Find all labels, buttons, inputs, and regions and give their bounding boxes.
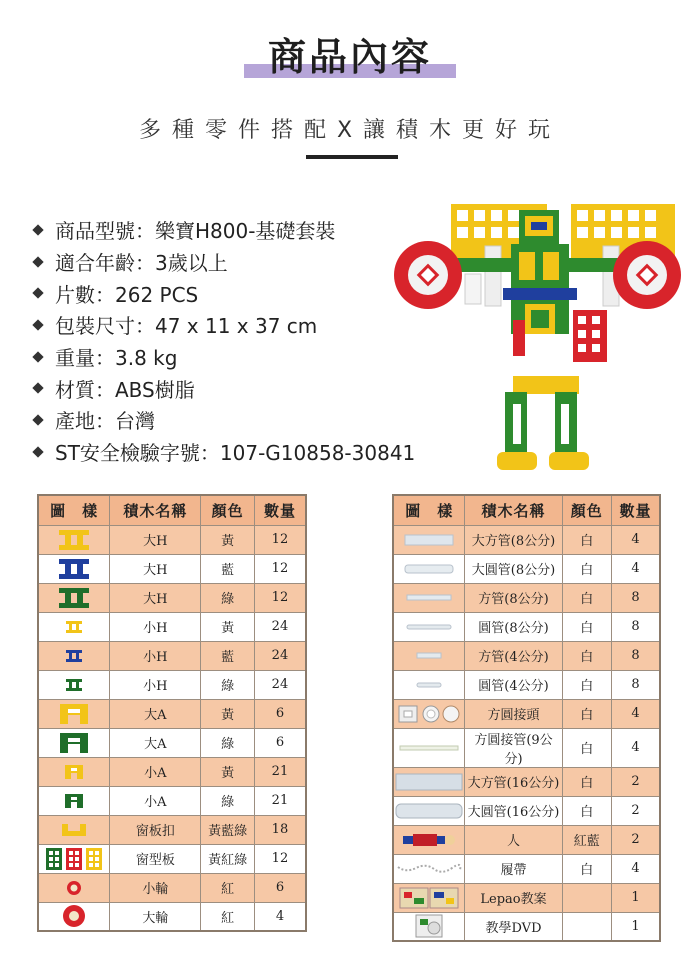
part-name: 方圓接頭	[465, 699, 562, 728]
part-name: 小H	[110, 670, 201, 699]
part-name: 方管(8公分)	[465, 583, 562, 612]
part-qty: 4	[254, 902, 306, 931]
part-qty: 1	[611, 883, 660, 912]
part-qty: 4	[611, 554, 660, 583]
part-color: 黃	[201, 699, 255, 728]
part-qty: 24	[254, 641, 306, 670]
square-tube-short-icon	[393, 641, 465, 670]
part-color: 白	[562, 670, 611, 699]
part-qty: 24	[254, 670, 306, 699]
part-qty: 12	[254, 844, 306, 873]
part-name: 方圓接管(9公分)	[465, 728, 562, 767]
part-name: 大輪	[110, 902, 201, 931]
small-h-yellow-icon	[38, 612, 110, 641]
small-wheel-icon	[38, 873, 110, 902]
table-row	[38, 612, 306, 641]
table-row	[393, 912, 660, 941]
small-h-green-icon	[38, 670, 110, 699]
part-color: 白	[562, 554, 611, 583]
part-name: Lepao教案	[465, 883, 562, 912]
small-a-green-icon	[38, 786, 110, 815]
large-square-tube-icon	[393, 525, 465, 554]
robot-product-image	[393, 200, 683, 475]
part-color: 綠	[201, 670, 255, 699]
window-clip-icon	[38, 815, 110, 844]
table-row	[393, 554, 660, 583]
table-row	[38, 583, 306, 612]
part-color: 紅	[201, 902, 255, 931]
part-name: 大圓管(8公分)	[465, 554, 562, 583]
parts-table-right	[392, 494, 661, 942]
table-row	[38, 641, 306, 670]
col-color-header: 顏色	[562, 495, 611, 525]
part-qty: 4	[611, 728, 660, 767]
table-row	[393, 583, 660, 612]
part-color: 黃藍綠	[201, 815, 255, 844]
table-row	[38, 815, 306, 844]
col-qty-header: 數量	[611, 495, 660, 525]
part-qty: 2	[611, 825, 660, 854]
table-row	[393, 728, 660, 767]
dvd-icon	[393, 912, 465, 941]
part-qty: 6	[254, 873, 306, 902]
spec-list	[32, 214, 415, 468]
part-qty: 8	[611, 583, 660, 612]
table-row	[38, 554, 306, 583]
table-row	[38, 873, 306, 902]
table-row	[38, 844, 306, 873]
part-qty: 4	[611, 699, 660, 728]
large-h-blue-icon	[38, 554, 110, 583]
part-name: 大H	[110, 525, 201, 554]
spec-material: 材質：ABS樹脂	[32, 372, 415, 404]
part-name: 人	[465, 825, 562, 854]
part-qty: 21	[254, 757, 306, 786]
table-row	[393, 699, 660, 728]
left-wheel	[394, 241, 462, 309]
spec-package-size: 包裝尺寸：47 x 11 x 37 cm	[32, 309, 415, 341]
part-name: 大H	[110, 554, 201, 583]
part-name: 履帶	[465, 854, 562, 883]
table-row	[393, 825, 660, 854]
col-image-header: 圖 樣	[393, 495, 465, 525]
table-row	[393, 525, 660, 554]
large-round-tube-long-icon	[393, 796, 465, 825]
part-qty: 6	[254, 699, 306, 728]
spec-age: 適合年齡：3歲以上	[32, 246, 415, 278]
table-row	[393, 767, 660, 796]
table-header-row	[38, 495, 306, 525]
part-color: 紅藍	[562, 825, 611, 854]
part-color: 白	[562, 728, 611, 767]
part-name: 方管(4公分)	[465, 641, 562, 670]
table-row	[38, 699, 306, 728]
part-color: 綠	[201, 786, 255, 815]
part-color: 白	[562, 612, 611, 641]
table-header-row	[393, 495, 660, 525]
col-image-header: 圖 樣	[38, 495, 110, 525]
table-row	[38, 525, 306, 554]
part-color: 藍	[201, 554, 255, 583]
table-row	[38, 786, 306, 815]
bullet-icon	[32, 446, 43, 457]
bullet-icon	[32, 383, 43, 394]
table-row	[393, 883, 660, 912]
figure-icon	[393, 825, 465, 854]
part-qty: 2	[611, 796, 660, 825]
bullet-icon	[32, 256, 43, 267]
large-square-tube-long-icon	[393, 767, 465, 796]
round-tube-short-icon	[393, 670, 465, 699]
part-name: 窗板扣	[110, 815, 201, 844]
table-row	[393, 796, 660, 825]
table-row	[38, 902, 306, 931]
part-name: 小H	[110, 641, 201, 670]
spec-pieces: 片數：262 PCS	[32, 277, 415, 309]
lesson-book-icon	[393, 883, 465, 912]
part-color: 白	[562, 767, 611, 796]
large-round-tube-icon	[393, 554, 465, 583]
part-color: 白	[562, 641, 611, 670]
red-window-panel	[573, 310, 607, 362]
table-row	[38, 670, 306, 699]
part-qty: 4	[611, 525, 660, 554]
part-color: 白	[562, 854, 611, 883]
part-name: 大圓管(16公分)	[465, 796, 562, 825]
col-name-header: 積木名稱	[465, 495, 562, 525]
part-qty: 12	[254, 554, 306, 583]
table-row	[38, 757, 306, 786]
part-qty: 4	[611, 854, 660, 883]
col-qty-header: 數量	[254, 495, 306, 525]
part-qty: 18	[254, 815, 306, 844]
part-name: 小H	[110, 612, 201, 641]
small-a-yellow-icon	[38, 757, 110, 786]
part-color: 白	[562, 796, 611, 825]
large-h-yellow-icon	[38, 525, 110, 554]
part-name: 大H	[110, 583, 201, 612]
part-color: 紅	[201, 873, 255, 902]
large-wheel-icon	[38, 902, 110, 931]
part-color: 綠	[201, 728, 255, 757]
round-tube-icon	[393, 612, 465, 641]
large-a-green-icon	[38, 728, 110, 757]
spec-model: 商品型號：樂寶H800-基礎套裝	[32, 214, 415, 246]
part-name: 小A	[110, 786, 201, 815]
large-h-green-icon	[38, 583, 110, 612]
part-color: 綠	[201, 583, 255, 612]
part-qty: 1	[611, 912, 660, 941]
track-icon	[393, 854, 465, 883]
part-color: 黃紅綠	[201, 844, 255, 873]
part-name: 圓管(4公分)	[465, 670, 562, 699]
connector-tube-icon	[393, 728, 465, 767]
bullet-icon	[32, 224, 43, 235]
part-color: 黃	[201, 612, 255, 641]
table-row	[38, 728, 306, 757]
subtitle-divider	[306, 155, 398, 159]
table-row	[393, 670, 660, 699]
subtitle: 多種零件搭配X讓積木更好玩	[138, 118, 562, 143]
part-name: 圓管(8公分)	[465, 612, 562, 641]
spec-weight: 重量：3.8 kg	[32, 341, 415, 373]
part-name: 大A	[110, 699, 201, 728]
square-tube-icon	[393, 583, 465, 612]
tube-connector-icon	[393, 699, 465, 728]
part-name: 小A	[110, 757, 201, 786]
col-color-header: 顏色	[201, 495, 255, 525]
part-qty: 6	[254, 728, 306, 757]
bullet-icon	[32, 319, 43, 330]
part-qty: 12	[254, 583, 306, 612]
part-name: 教學DVD	[465, 912, 562, 941]
large-a-yellow-icon	[38, 699, 110, 728]
bullet-icon	[32, 414, 43, 425]
part-color	[562, 883, 611, 912]
parts-table-left	[37, 494, 307, 932]
page-title: 商品內容	[267, 35, 432, 79]
part-name: 大方管(16公分)	[465, 767, 562, 796]
bullet-icon	[32, 288, 43, 299]
part-color: 白	[562, 525, 611, 554]
part-color: 白	[562, 699, 611, 728]
right-wheel	[613, 241, 681, 309]
part-color: 黃	[201, 525, 255, 554]
table-row	[393, 641, 660, 670]
part-name: 小輪	[110, 873, 201, 902]
table-row	[393, 854, 660, 883]
part-qty: 12	[254, 525, 306, 554]
part-name: 大方管(8公分)	[465, 525, 562, 554]
part-color	[562, 912, 611, 941]
part-color: 白	[562, 583, 611, 612]
part-color: 藍	[201, 641, 255, 670]
table-row	[393, 612, 660, 641]
spec-origin: 產地：台灣	[32, 404, 415, 436]
part-qty: 2	[611, 767, 660, 796]
part-qty: 8	[611, 641, 660, 670]
part-qty: 21	[254, 786, 306, 815]
part-qty: 8	[611, 612, 660, 641]
part-color: 黃	[201, 757, 255, 786]
small-h-blue-icon	[38, 641, 110, 670]
part-qty: 24	[254, 612, 306, 641]
window-panel-icon	[38, 844, 110, 873]
spec-safety-number: ST安全檢驗字號：107-G10858-30841	[32, 436, 415, 468]
bullet-icon	[32, 351, 43, 362]
part-name: 窗型板	[110, 844, 201, 873]
col-name-header: 積木名稱	[110, 495, 201, 525]
part-qty: 8	[611, 670, 660, 699]
part-name: 大A	[110, 728, 201, 757]
